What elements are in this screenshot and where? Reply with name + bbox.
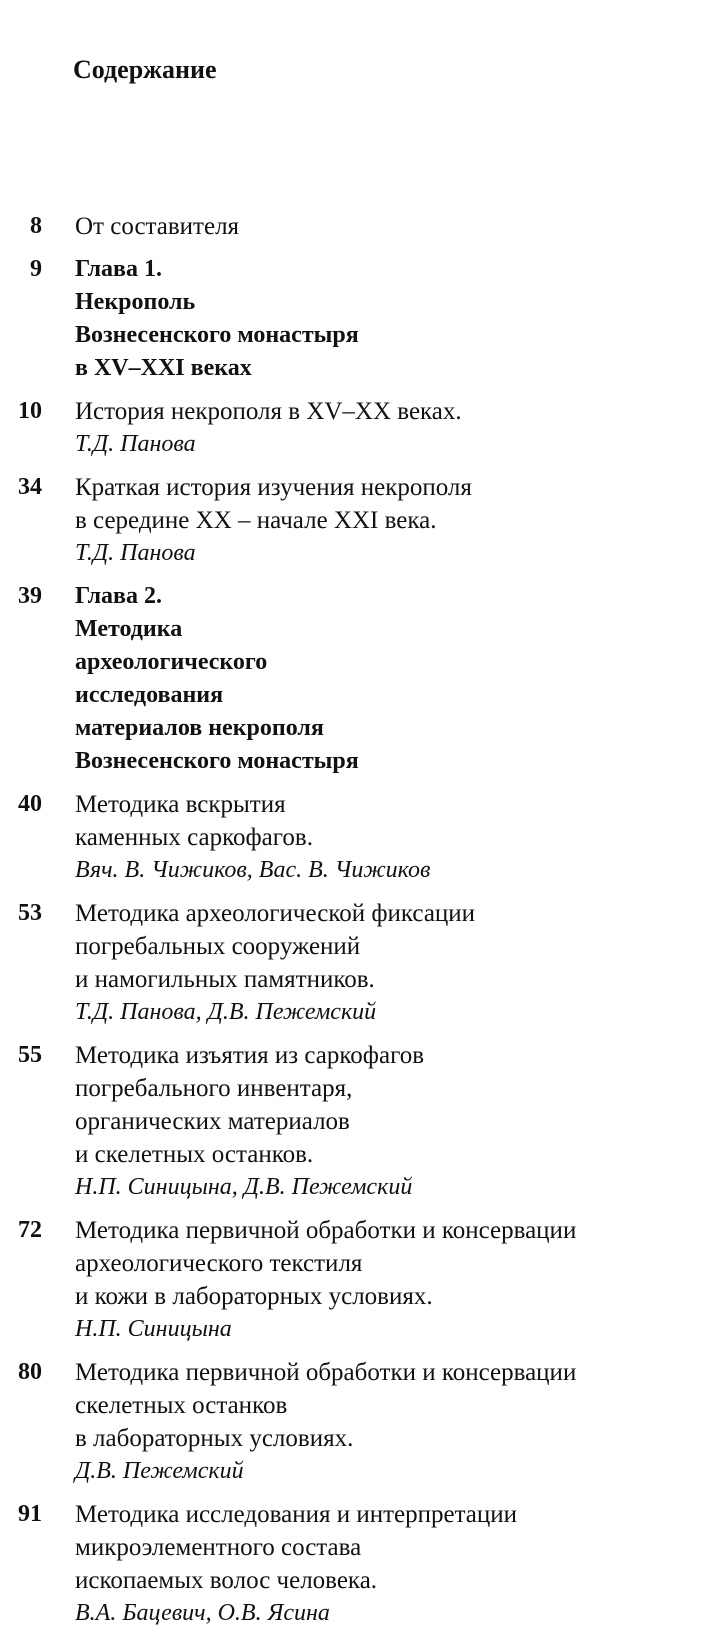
- toc-chapter-entry[interactable]: [0, 580, 721, 778]
- entry-authors: Т.Д. Панова: [75, 431, 196, 457]
- entry-authors: Д.В. Пежемский: [75, 1458, 244, 1484]
- section-title-line: Методика первичной обработки и консервации: [75, 1217, 577, 1244]
- section-title-line: в середине XX – начале XXI века.: [75, 507, 437, 534]
- section-title-line: погребального инвентаря,: [75, 1075, 353, 1102]
- toc-page-number: 72: [18, 1217, 42, 1243]
- toc-page-number: 34: [18, 474, 42, 500]
- toc-entry[interactable]: [0, 210, 721, 243]
- section-title-line: Методика исследования и интерпретации: [75, 1501, 518, 1528]
- entry-authors: Н.П. Синицына: [75, 1316, 232, 1342]
- toc-entry-body: [75, 580, 715, 778]
- toc-entry-body: [75, 788, 715, 887]
- toc-page-number: 53: [18, 900, 42, 926]
- section-title-line: Методика археологической фиксации: [75, 900, 476, 927]
- chapter-title-line: археологического: [75, 649, 268, 675]
- toc-page-number: 55: [18, 1042, 42, 1068]
- chapter-title-line: исследования: [75, 682, 224, 708]
- toc-entry[interactable]: [0, 395, 721, 461]
- section-title-line: археологического текстиля: [75, 1250, 363, 1277]
- entry-authors: В.А. Бацевич, О.В. Ясина: [75, 1600, 330, 1626]
- entry-authors: Вяч. В. Чижиков, Вас. В. Чижиков: [75, 857, 431, 883]
- section-title-line: скелетных останков: [75, 1392, 288, 1419]
- toc-entry[interactable]: [0, 788, 721, 887]
- toc-chapter-entry[interactable]: [0, 253, 721, 385]
- chapter-title-line: Вознесенского монастыря: [75, 748, 359, 774]
- toc-entry-body: [75, 1214, 715, 1346]
- table-of-contents: [0, 210, 721, 1640]
- section-title-line: От составителя: [75, 213, 240, 240]
- page-title: Содержание: [73, 55, 217, 84]
- toc-page-number: 40: [18, 791, 42, 817]
- chapter-title-line: Глава 2.: [75, 583, 162, 609]
- section-title-line: органических материалов: [75, 1108, 350, 1135]
- chapter-title-line: Глава 1.: [75, 256, 162, 282]
- toc-entry[interactable]: [0, 1214, 721, 1346]
- toc-entry-body: [75, 253, 715, 385]
- chapter-title-line: Вознесенского монастыря: [75, 322, 359, 348]
- section-title-line: микроэлементного состава: [75, 1534, 362, 1561]
- toc-page-number: 39: [18, 583, 42, 609]
- toc-page-number: 10: [18, 398, 42, 424]
- toc-entry-body: [75, 1039, 715, 1204]
- section-title-line: и скелетных останков.: [75, 1141, 314, 1168]
- section-title-line: и намогильных памятников.: [75, 966, 375, 993]
- toc-entry-body: [75, 210, 715, 243]
- entry-authors: Т.Д. Панова, Д.В. Пежемский: [75, 999, 377, 1025]
- section-title-line: Методика вскрытия: [75, 791, 286, 818]
- section-title-line: История некрополя в XV–XX веках.: [75, 398, 462, 425]
- toc-entry[interactable]: [0, 1498, 721, 1630]
- toc-entry[interactable]: [0, 1039, 721, 1204]
- toc-page-number: 80: [18, 1359, 42, 1385]
- section-title-line: ископаемых волос человека.: [75, 1567, 378, 1594]
- toc-page-number: 8: [30, 213, 42, 239]
- section-title-line: Методика первичной обработки и консервации: [75, 1359, 577, 1386]
- section-title-line: каменных саркофагов.: [75, 824, 313, 851]
- chapter-title-line: Некрополь: [75, 289, 196, 315]
- toc-entry[interactable]: [0, 471, 721, 570]
- toc-page-number: 91: [18, 1501, 42, 1527]
- section-title-line: Краткая история изучения некрополя: [75, 474, 472, 501]
- section-title-line: в лабораторных условиях.: [75, 1425, 354, 1452]
- toc-entry[interactable]: [0, 1356, 721, 1488]
- toc-entry-body: [75, 1356, 715, 1488]
- toc-entry-body: [75, 395, 715, 461]
- toc-entry[interactable]: [0, 897, 721, 1029]
- toc-entry-body: [75, 1498, 715, 1630]
- chapter-title-line: в XV–XXI веках: [75, 355, 252, 381]
- toc-entry-body: [75, 897, 715, 1029]
- section-title-line: Методика изъятия из саркофагов: [75, 1042, 424, 1069]
- chapter-title-line: материалов некрополя: [75, 715, 324, 741]
- entry-authors: Т.Д. Панова: [75, 540, 196, 566]
- section-title-line: погребальных сооружений: [75, 933, 361, 960]
- entry-authors: Н.П. Синицына, Д.В. Пежемский: [75, 1174, 413, 1200]
- toc-entry-body: [75, 471, 715, 570]
- chapter-title-line: Методика: [75, 616, 183, 642]
- toc-page-number: 9: [30, 256, 42, 282]
- section-title-line: и кожи в лабораторных условиях.: [75, 1283, 433, 1310]
